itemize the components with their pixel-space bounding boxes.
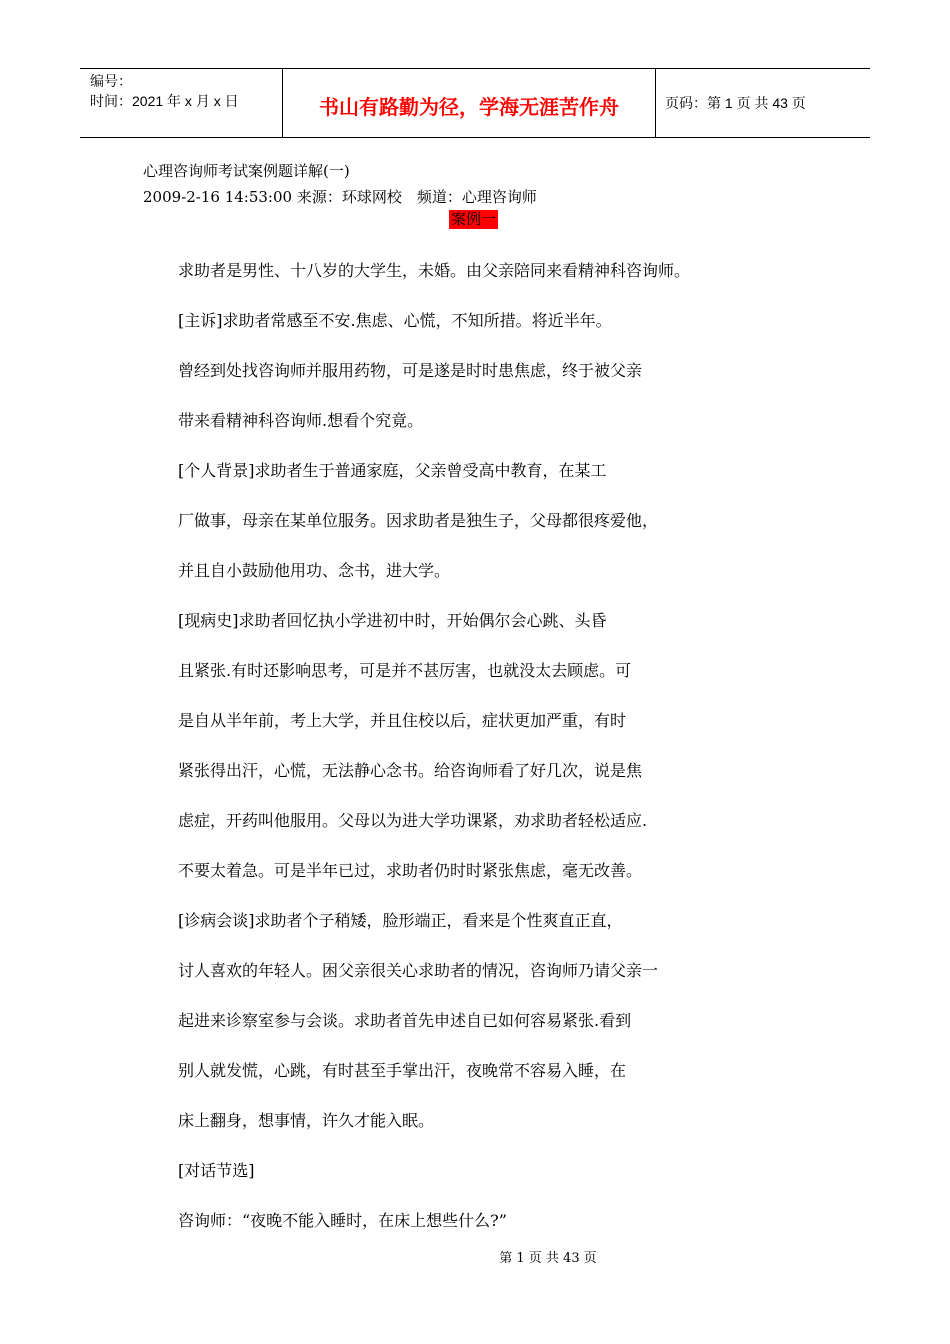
body-line: 曾经到处找咨询师并服用药物，可是遂是时时患焦虑，终于被父亲 — [178, 361, 643, 380]
document-number-label: 编号： — [90, 73, 132, 89]
body-line: 不要太着急。可是半年已过，求助者仍时时紧张焦虑，毫无改善。 — [178, 861, 643, 880]
article-body — [178, 259, 738, 1259]
document-header — [80, 68, 870, 138]
body-line: [对话节选] — [178, 1161, 255, 1180]
body-line: [现病史]求助者回忆执小学进初中时，开始偶尔会心跳、头昏 — [178, 611, 607, 630]
body-line: 求助者是男性、十八岁的大学生，未婚。由父亲陪同来看精神科咨询师。 — [178, 261, 691, 280]
header-page-info: 页码：第 1 页 共 43 页 — [665, 95, 806, 111]
body-line: 紧张得出汗，心慌，无法静心念书。给咨询师看了好几次，说是焦 — [178, 761, 643, 780]
footer-page-number: 第 1 页 共 43 页 — [499, 1251, 597, 1266]
body-line: 虑症，开药叫他服用。父母以为进大学功课紧，劝求助者轻松适应. — [178, 811, 648, 830]
body-line: 咨询师：“夜晚不能入睡时，在床上想些什么?” — [178, 1211, 507, 1230]
header-motto: 书山有路勤为径，学海无涯苦作舟 — [319, 95, 619, 119]
body-line: 是自从半年前，考上大学，并且住校以后，症状更加严重，有时 — [178, 711, 627, 730]
case-label-badge: 案例一 — [451, 210, 497, 228]
body-line: 讨人喜欢的年轻人。困父亲很关心求助者的情况，咨询师乃请父亲一 — [178, 961, 659, 980]
article-meta: 2009-2-16 14:53:00 来源：环球网校 频道：心理咨询师 — [143, 188, 537, 206]
body-line: 带来看精神科咨询师.想看个究竟。 — [178, 411, 424, 430]
body-line: 起进来诊察室参与会谈。求助者首先申述自已如何容易紧张.看到 — [178, 1011, 632, 1030]
body-line: [个人背景]求助者生于普通家庭，父亲曾受高中教育，在某工 — [178, 461, 607, 480]
body-line: 厂做事，母亲在某单位服务。因求助者是独生子，父母都很疼爱他， — [178, 511, 659, 530]
body-line: 且紧张.有时还影响思考，可是并不甚厉害，也就没太去顾虑。可 — [178, 661, 632, 680]
document-date-label: 时间：2021 年 x 月 x 日 — [90, 93, 239, 109]
header-page-cell — [656, 69, 870, 137]
body-line: [主诉]求助者常感至不安.焦虑、心慌，不知所措。将近半年。 — [178, 311, 612, 330]
body-line: 床上翻身，想事情，许久才能入眠。 — [178, 1111, 435, 1130]
page-footer — [0, 1247, 950, 1266]
body-line: 别人就发慌，心跳，有时甚至手掌出汗，夜晚常不容易入睡，在 — [178, 1061, 627, 1080]
body-line: 并且自小鼓励他用功、念书，进大学。 — [178, 561, 451, 580]
header-motto-cell — [283, 69, 656, 137]
article-title: 心理咨询师考试案例题详解(一) — [143, 162, 350, 180]
header-info-cell — [80, 69, 283, 137]
body-line: [诊病会谈]求助者个子稍矮，脸形端正，看来是个性爽直正直， — [178, 911, 623, 930]
